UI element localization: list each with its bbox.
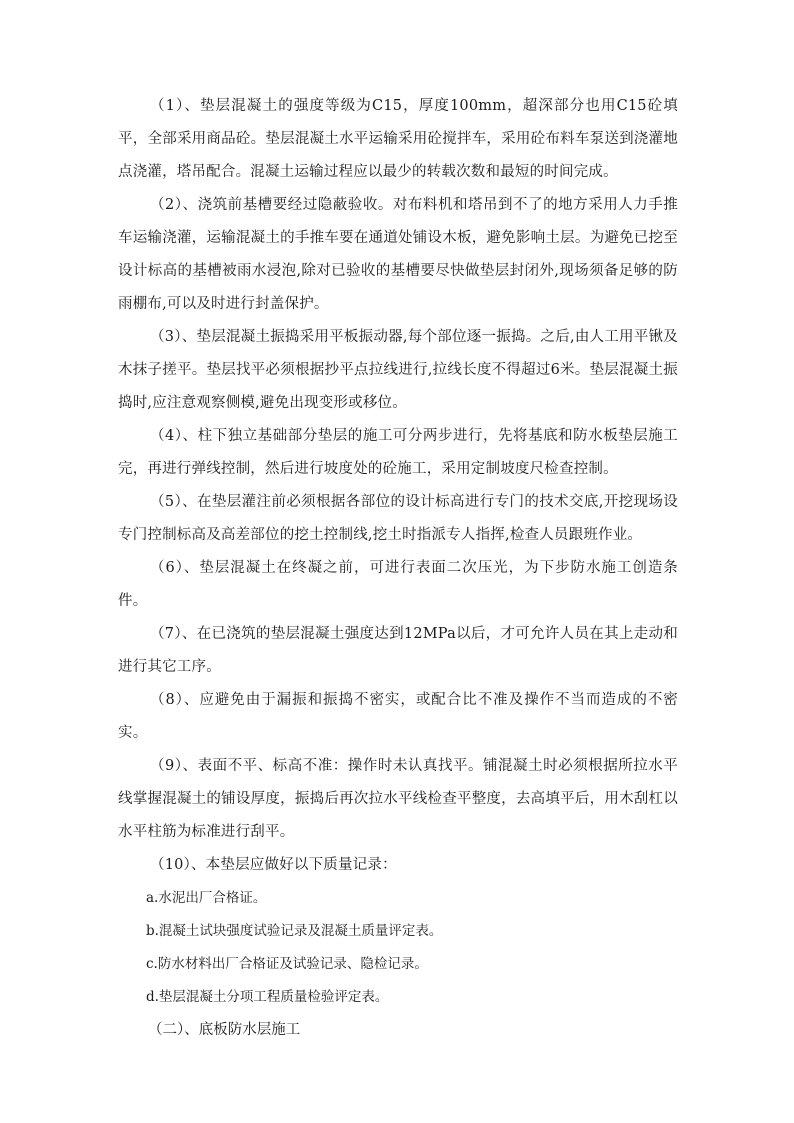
section-heading: （二）、底板防水层施工 xyxy=(148,1022,301,1038)
paragraph-3: （3）、垫层混凝土振捣采用平板振动器,每个部位逐一振捣。之后,由人工用平锹及木抹子搓平。垫层找平必须根据抄平点拉线进行,拉线长度不得超过6米。垫层混凝土振捣时,应注意观察侧模,避免出现变形或移位。 xyxy=(118,329,678,411)
paragraph-5: （5）、在垫层灌注前必须根据各部位的设计标高进行专门的技术交底,开挖现场设专门控制标高及高差部位的挖土控制线,挖土时指派专人指挥,检查人员跟班作业。 xyxy=(118,494,678,543)
paragraph-8: （8）、应避免由于漏振和振捣不密实，或配合比不准及操作不当而造成的不密实。 xyxy=(118,692,678,741)
paragraph-7: （7）、在已浇筑的垫层混凝土强度达到12MPa以后，才可允许人员在其上走动和进行其它工序。 xyxy=(118,626,678,675)
record-item-d: d.垫层混凝土分项工程质量检验评定表。 xyxy=(146,989,389,1005)
record-item-b: b.混凝土试块强度试验记录及混凝土质量评定表。 xyxy=(146,923,443,939)
paragraph-10: （10）、本垫层应做好以下质量记录： xyxy=(150,857,397,873)
paragraph-9: （9）、表面不平、标高不准：操作时未认真找平。铺混凝土时必须根据所拉水平线掌握混凝土的铺设厚度，振捣后再次拉水平线检查平整度，去高填平后，用木刮杠以水平柱筋为标准进行刮平。 xyxy=(118,758,678,840)
paragraph-2: （2）、浇筑前基槽要经过隐蔽验收。对布料机和塔吊到不了的地方采用人力手推车运输浇灌，运输混凝土的手推车要在通道处铺设木板，避免影响土层。为避免已挖至设计标高的基槽被雨水浸泡,除对已验收的基槽要尽快做垫层封闭外,现场须备足够的防雨棚布,可以及时进行封盖保护。 xyxy=(118,197,678,312)
record-item-a: a.水泥出厂合格证。 xyxy=(146,890,267,906)
paragraph-6: （6）、垫层混凝土在终凝之前，可进行表面二次压光，为下步防水施工创造条件。 xyxy=(118,560,678,609)
record-item-c: c.防水材料出厂合格证及试验记录、隐检记录。 xyxy=(146,956,428,972)
paragraph-4: （4）、柱下独立基础部分垫层的施工可分两步进行，先将基底和防水板垫层施工完，再进行弹线控制，然后进行坡度处的砼施工，采用定制坡度尺检查控制。 xyxy=(118,428,678,477)
document-page xyxy=(118,90,678,1047)
paragraph-1: （1）、垫层混凝土的强度等级为C15，厚度100mm，超深部分也用C15砼填平，全部采用商品砼。垫层混凝土水平运输采用砼搅拌车，采用砼布料车泵送到浇灌地点浇灌，塔吊配合。混凝土运输过程应以最少的转载次数和最短的时间完成。 xyxy=(118,98,678,180)
